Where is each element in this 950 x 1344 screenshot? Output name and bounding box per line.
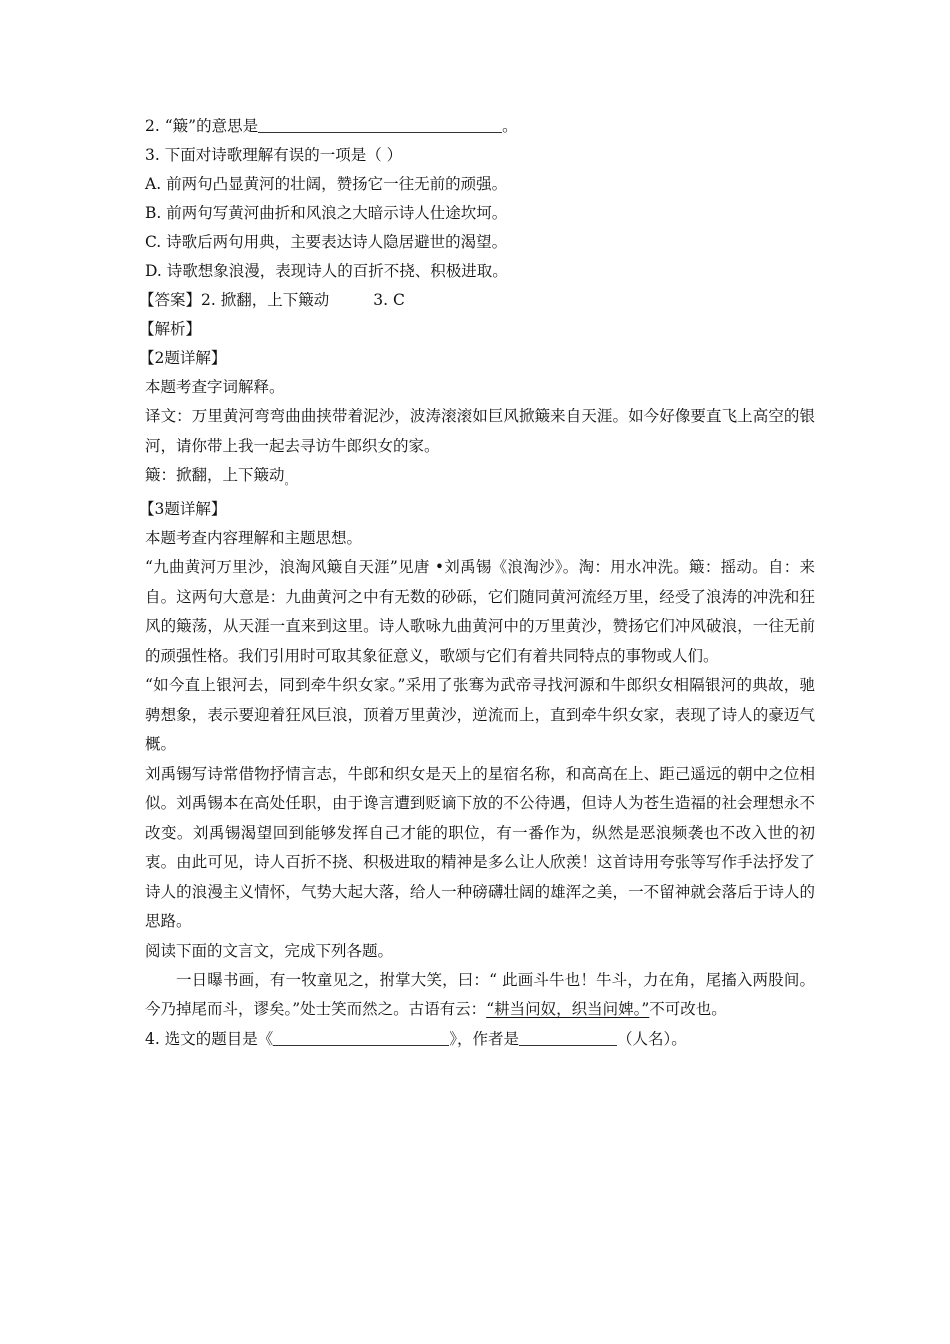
- title-blank[interactable]: [273, 1029, 449, 1046]
- question-3: 3. 下面对诗歌理解有误的一项是（ ）: [145, 146, 403, 164]
- option-b[interactable]: B. 前两句写黄河曲折和风浪之大暗示诗人仕途坎坷。: [145, 204, 508, 222]
- underlined-quote: “耕当问奴，织当问婢。”: [486, 1000, 650, 1018]
- question-2: 2. “簸”的意思是 。: [145, 117, 518, 135]
- reading-instruction: 阅读下面的文言文，完成下列各题。: [145, 941, 394, 960]
- detail-2-intro: 本题考查字词解释。: [145, 378, 285, 396]
- answer-blank[interactable]: [258, 116, 502, 133]
- option-d[interactable]: D. 诗歌想象浪漫，表现诗人的百折不挠、积极进取。: [145, 262, 508, 280]
- document-page: [139, 112, 815, 1054]
- option-a[interactable]: A. 前两句凸显黄河的壮阔，赞扬它一往无前的顽强。: [145, 175, 508, 193]
- detail-2-explain: 簸：掀翻，上下簸动$_。$: [145, 466, 296, 487]
- detail-3-intro: 本题考查内容理解和主题思想。: [145, 529, 363, 547]
- analysis-heading: 【解析】: [139, 320, 202, 338]
- detail-3-paragraph-1: “九曲黄河万里沙，浪淘风簸自天涯”见唐 •刘禹锡《浪淘沙》。淘：用水冲洗。簸：摇动。自：来自。这两句大意是：九曲黄河之中有无数的砂砾，它们随同黄河流经万里，经受了浪涛的冲洗和狂风的簸荡，从天涯一直来到这里。诗人歌咏九曲黄河中的万里黄沙，赞扬它们冲风破浪，一往无前的顽强性格。我们引用时可取其象征意义，歌颂与它们有着共同特点的事物或人们。: [145, 558, 815, 665]
- option-c[interactable]: C. 诗歌后两句用典，主要表达诗人隐居避世的渴望。: [145, 233, 508, 251]
- detail-3-heading: 【3题详解】: [139, 500, 227, 518]
- classical-passage: 一日曝书画，有一牧童见之，拊掌大笑，曰：“ 此画斗牛也！牛斗，力在角，尾搐入两股间。今乃掉尾而斗，谬矣。”处士笑而然之。古语有云：“耕当问奴，织当问婢。”不可改也。: [145, 970, 815, 1018]
- question-4: 4. 选文的题目是《 》，作者是 （人名）。: [145, 1029, 687, 1048]
- author-blank[interactable]: [519, 1029, 617, 1046]
- detail-3-paragraph-2: “如今直上银河去，同到牵牛织女家。”采用了张骞为武帝寻找河源和牛郎织女相隔银河的典故，驰骋想象，表示要迎着狂风巨浪，顶着万里黄沙，逆流而上，直到牵牛织女家，表现了诗人的豪迈气概。: [145, 676, 815, 753]
- detail-2-heading: 【2题详解】: [139, 349, 227, 367]
- detail-2-translation: 译文：万里黄河弯弯曲曲挟带着泥沙，波涛滚滚如巨风掀簸来自天涯。如今好像要直飞上高空的银河，请你带上我一起去寻访牛郎织女的家。: [145, 407, 815, 455]
- answer-line: 【答案】2. 掀翻，上下簸动 3. C: [139, 291, 405, 309]
- detail-3-paragraph-3: 刘禹锡写诗常借物抒情言志，牛郎和织女是天上的星宿名称，和高高在上、距己遥远的朝中之位相似。刘禹锡本在高处任职，由于谗言遭到贬谪下放的不公待遇，但诗人为苍生造福的社会理想永不改变。刘禹锡渴望回到能够发挥自己才能的职位，有一番作为，纵然是恶浪频袭也不改入世的初衷。由此可见，诗人百折不挠、积极进取的精神是多么让人欣羡！这首诗用夸张等写作手法抒发了诗人的浪漫主义情怀，气势大起大落，给人一种磅礴壮阔的雄浑之美，一不留神就会落后于诗人的思路。: [145, 764, 815, 930]
